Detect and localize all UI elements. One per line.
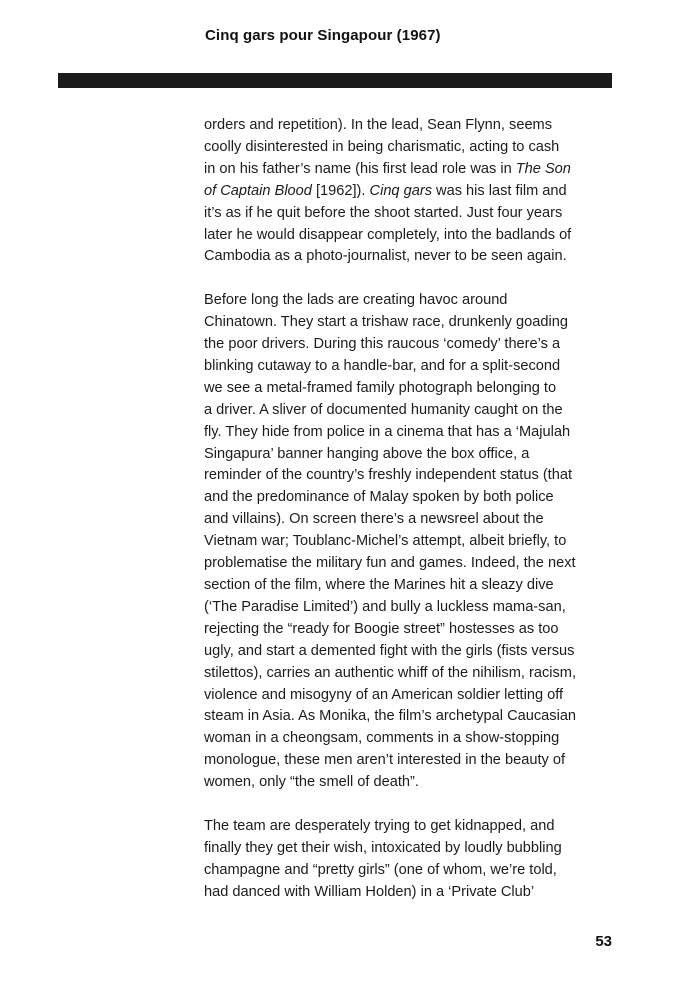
text-line	[204, 159, 624, 181]
text-line	[204, 115, 624, 137]
text-run: monologue, these men aren’t interested in the beauty of	[204, 752, 566, 769]
text-line	[204, 706, 624, 728]
text-run: reminder of the country’s freshly independent status (that	[204, 467, 573, 484]
text-line	[204, 575, 624, 597]
text-run: blinking cutaway to a handle-bar, and for a split-second	[204, 357, 561, 374]
text-run: Singapura’ banner hanging above the box office, a	[204, 445, 530, 462]
text-run: it’s as if he quit before the shoot started. Just four years	[204, 204, 563, 221]
text-run: we see a metal-framed family photograph belonging to	[204, 379, 557, 396]
paragraph	[204, 290, 624, 794]
text-run: problematise the military fun and games. Indeed, the next	[204, 555, 576, 572]
text-run: and the predominance of Malay spoken by both police	[204, 489, 554, 506]
text-run: the poor drivers. During this raucous ‘comedy’ there’s a	[204, 336, 561, 353]
text-line	[204, 838, 624, 860]
text-run: Vietnam war; Toublanc-Michel’s attempt, albeit briefly, to	[204, 533, 567, 550]
text-line	[204, 137, 624, 159]
text-run: (‘The Paradise Limited’) and bully a luckless mama-san,	[204, 598, 566, 615]
text-run: orders and repetition). In the lead, Sean Flynn, seems	[204, 117, 553, 133]
text-line	[204, 860, 624, 882]
text-run: steam in Asia. As Monika, the film’s archetypal Caucasian	[204, 708, 577, 725]
text-line	[204, 444, 624, 466]
text-line	[204, 553, 624, 575]
text-line	[204, 663, 624, 685]
text-run: violence and misogyny of an American soldier letting off	[204, 686, 564, 703]
paragraph	[204, 115, 624, 268]
text-run: champagne and “pretty girls” (one of whom, we’re told,	[204, 861, 557, 878]
page-number: 53	[595, 933, 612, 950]
text-line	[204, 290, 624, 312]
text-run: was his last film and	[432, 182, 567, 199]
text-run: ugly, and start a demented fight with the girls (fists versus	[204, 642, 575, 659]
text-run: had danced with William Holden) in a ‘Private Club’	[204, 883, 535, 900]
header-rule	[58, 73, 612, 88]
text-line	[204, 334, 624, 356]
text-run: section of the film, where the Marines hit a sleazy dive	[204, 577, 554, 594]
italic-title: The Son	[515, 160, 571, 177]
text-line	[204, 641, 624, 663]
text-line	[204, 225, 624, 247]
italic-title: Cinq gars	[369, 182, 432, 199]
text-line	[204, 619, 624, 641]
text-run: later he would disappear completely, into the badlands of	[204, 226, 572, 243]
italic-title: of Captain Blood	[204, 182, 312, 199]
text-line	[204, 509, 624, 531]
text-line	[204, 772, 624, 794]
text-line	[204, 816, 624, 838]
text-run: and villains). On screen there’s a newsreel about the	[204, 511, 544, 528]
text-line	[204, 203, 624, 225]
text-line	[204, 750, 624, 772]
paragraph	[204, 816, 624, 904]
text-run: rejecting the “ready for Boogie street” hostesses as too	[204, 620, 559, 637]
text-line	[204, 400, 624, 422]
text-line	[204, 487, 624, 509]
text-run: finally they get their wish, intoxicated by loudly bubbling	[204, 839, 562, 856]
text-line	[204, 312, 624, 334]
text-run: in on his father’s name (his first lead role was in	[204, 160, 516, 177]
text-run: a driver. A sliver of documented humanity caught on the	[204, 401, 563, 418]
text-line	[204, 531, 624, 553]
text-line	[204, 422, 624, 444]
text-line	[204, 356, 624, 378]
running-head-title: Cinq gars pour Singapour (1967)	[205, 27, 441, 44]
text-run: coolly disinterested in being charismatic, acting to cash	[204, 138, 560, 155]
text-run: women, only “the smell of death”.	[204, 774, 419, 791]
text-line	[204, 378, 624, 400]
text-run: stilettos), carries an authentic whiff of the nihilism, racism,	[204, 664, 577, 681]
text-run: woman in a cheongsam, comments in a show-stopping	[204, 730, 560, 747]
body-text	[204, 115, 624, 904]
text-line	[204, 181, 624, 203]
text-run: Cambodia as a photo-journalist, never to be seen again.	[204, 248, 567, 265]
text-line	[204, 597, 624, 619]
text-run: The team are desperately trying to get kidnapped, and	[204, 817, 555, 834]
text-run: fly. They hide from police in a cinema that has a ‘Majulah	[204, 423, 571, 440]
text-run: [1962]).	[311, 182, 370, 199]
text-run: Chinatown. They start a trishaw race, drunkenly goading	[204, 314, 568, 331]
text-line	[204, 728, 624, 750]
text-run: Before long the lads are creating havoc around	[204, 292, 508, 309]
text-line	[204, 246, 624, 268]
text-line	[204, 465, 624, 487]
text-line	[204, 882, 624, 904]
text-line	[204, 685, 624, 707]
